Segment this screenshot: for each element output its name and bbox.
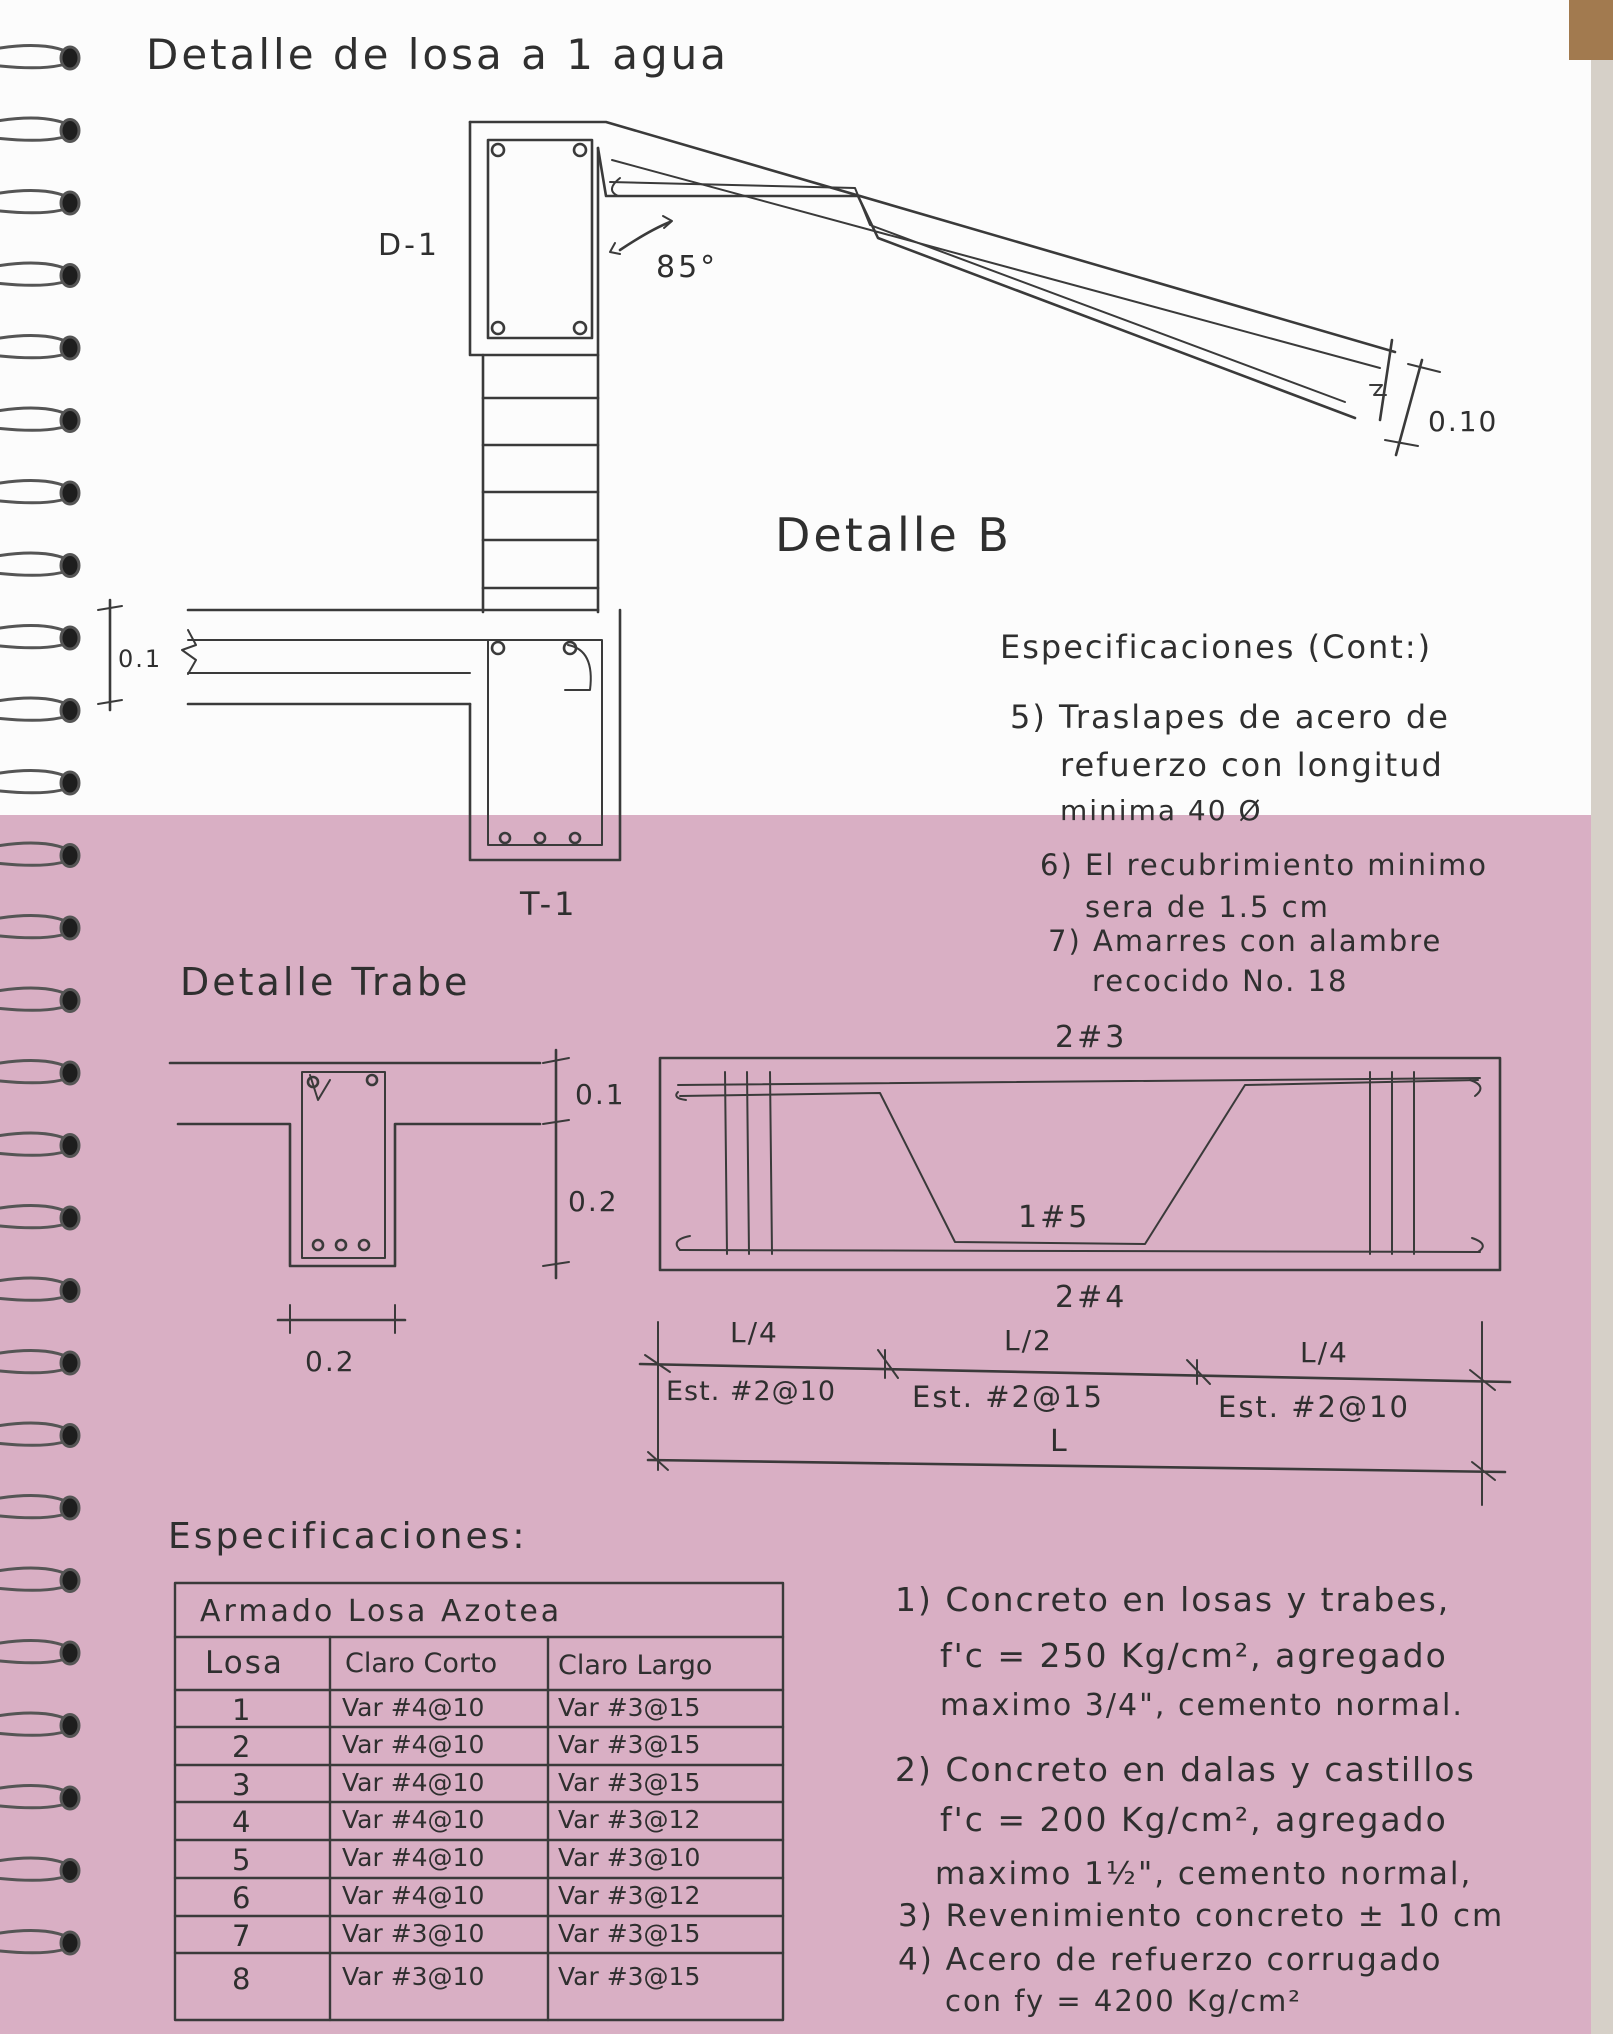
spec-6-line-2: sera de 1.5 cm <box>1085 890 1330 924</box>
binding-hole <box>61 1932 79 1954</box>
binding-hole <box>61 700 79 722</box>
table-cell-losa: 5 <box>232 1843 251 1877</box>
table-cell-losa: 8 <box>232 1962 251 1996</box>
spec-4-line-2: con fy = 4200 Kg/cm² <box>945 1984 1302 2018</box>
spec-2-line-1: 2) Concreto en dalas y castillos <box>895 1750 1476 1789</box>
label-slab-thickness-left: 0.1 <box>118 645 163 673</box>
table-cell-losa: 7 <box>232 1919 251 1953</box>
label-stirrups-right: Est. #2@10 <box>1218 1390 1410 1424</box>
title-detalle-trabe: Detalle Trabe <box>180 960 471 1004</box>
table-cell-claro-largo: Var #3@15 <box>558 1768 701 1797</box>
table-cell-claro-largo: Var #3@12 <box>558 1881 701 1910</box>
beam-section-drawing <box>170 1050 569 1333</box>
table-title: Armado Losa Azotea <box>200 1594 563 1629</box>
table-header-claro-largo: Claro Largo <box>558 1650 713 1681</box>
binding-hole <box>61 1207 79 1229</box>
title-losa-un-agua: Detalle de losa a 1 agua <box>146 30 730 79</box>
table-cell-claro-corto: Var #4@10 <box>342 1768 485 1797</box>
spec-6-line-1: 6) El recubrimiento minimo <box>1040 848 1489 882</box>
spec-1-line-3: maximo 3/4", cemento normal. <box>940 1688 1464 1723</box>
binding-hole <box>61 1425 79 1447</box>
table-cell-claro-largo: Var #3@15 <box>558 1693 701 1722</box>
binding-hole <box>61 1860 79 1882</box>
binding-hole <box>61 1280 79 1302</box>
spec-7-line-1: 7) Amarres con alambre <box>1048 924 1443 958</box>
spec-4-line-1: 4) Acero de refuerzo corrugado <box>898 1942 1443 1978</box>
binding-hole <box>61 990 79 1012</box>
label-slab-thickness: 0.10 <box>1428 405 1499 438</box>
table-cell-losa: 1 <box>232 1693 251 1727</box>
spec-2-line-3: maximo 1½", cemento normal, <box>935 1856 1473 1892</box>
spec-1-line-1: 1) Concreto en losas y trabes, <box>895 1580 1451 1619</box>
binding-hole <box>61 627 79 649</box>
specs-title: Especificaciones: <box>168 1516 528 1557</box>
table-cell-claro-corto: Var #4@10 <box>342 1881 485 1910</box>
label-span-left: L/4 <box>730 1316 779 1349</box>
spec-5-line-3: minima 40 Ø <box>1060 794 1263 827</box>
label-total-length: L <box>1050 1424 1070 1459</box>
spec-7-line-2: recocido No. 18 <box>1092 964 1349 998</box>
binding-hole <box>61 1135 79 1157</box>
binding-hole <box>61 120 79 142</box>
binding-hole <box>61 337 79 359</box>
binding-hole <box>61 482 79 504</box>
binding-hole <box>61 1352 79 1374</box>
table-cell-claro-largo: Var #3@12 <box>558 1805 701 1834</box>
table-cell-claro-largo: Var #3@10 <box>558 1843 701 1872</box>
binding-hole <box>61 555 79 577</box>
table-cell-claro-largo: Var #3@15 <box>558 1919 701 1948</box>
binding-hole <box>61 1062 79 1084</box>
binding-hole <box>61 265 79 287</box>
binding-hole <box>61 410 79 432</box>
table-cell-claro-largo: Var #3@15 <box>558 1962 701 1991</box>
table-cell-losa: 6 <box>232 1881 251 1915</box>
binding-hole <box>61 917 79 939</box>
table-cell-losa: 3 <box>232 1768 251 1802</box>
binding-hole <box>61 1642 79 1664</box>
label-beam-width: 0.2 <box>305 1345 356 1378</box>
table-header-claro-corto: Claro Corto <box>345 1648 498 1679</box>
label-span-right: L/4 <box>1300 1336 1349 1369</box>
label-trabe: T-1 <box>520 885 578 923</box>
spec-5-line-1: 5) Traslapes de acero de <box>1010 698 1450 736</box>
binding-hole <box>61 1497 79 1519</box>
label-dala: D-1 <box>378 228 441 263</box>
table-cell-losa: 4 <box>232 1805 251 1839</box>
label-bottom-bars: 2#4 <box>1055 1280 1128 1315</box>
table-cell-claro-corto: Var #4@10 <box>342 1843 485 1872</box>
binding-hole <box>61 772 79 794</box>
spiral-binding <box>0 46 79 1954</box>
binding-hole <box>61 192 79 214</box>
binding-hole <box>61 47 79 69</box>
table-cell-claro-corto: Var #4@10 <box>342 1805 485 1834</box>
binding-hole <box>61 1715 79 1737</box>
spec-5-line-2: refuerzo con longitud <box>1060 746 1444 784</box>
spec-1-line-2: f'c = 250 Kg/cm², agregado <box>940 1636 1448 1675</box>
label-stirrups-left: Est. #2@10 <box>666 1376 837 1407</box>
table-cell-losa: 2 <box>232 1730 251 1764</box>
specs-cont-title: Especificaciones (Cont:) <box>1000 628 1433 666</box>
table-cell-claro-corto: Var #4@10 <box>342 1730 485 1759</box>
binding-hole <box>61 1570 79 1592</box>
title-detalle-b: Detalle B <box>775 508 1012 562</box>
label-middle-bar: 1#5 <box>1018 1200 1091 1235</box>
label-span-mid: L/2 <box>1004 1324 1053 1357</box>
table-cell-claro-largo: Var #3@15 <box>558 1730 701 1759</box>
label-flange-thickness: 0.1 <box>575 1078 626 1111</box>
label-web-height: 0.2 <box>568 1185 619 1218</box>
binding-hole <box>61 845 79 867</box>
table-cell-claro-corto: Var #3@10 <box>342 1962 485 1991</box>
binding-hole <box>61 1787 79 1809</box>
spec-3: 3) Revenimiento concreto ± 10 cm <box>898 1898 1505 1934</box>
table-header-losa: Losa <box>205 1645 284 1681</box>
spec-2-line-2: f'c = 200 Kg/cm², agregado <box>940 1800 1448 1839</box>
table-cell-claro-corto: Var #3@10 <box>342 1919 485 1948</box>
table-cell-claro-corto: Var #4@10 <box>342 1693 485 1722</box>
label-top-bars: 2#3 <box>1055 1020 1128 1055</box>
label-angle: 85° <box>656 250 719 285</box>
label-stirrups-mid: Est. #2@15 <box>912 1380 1104 1414</box>
